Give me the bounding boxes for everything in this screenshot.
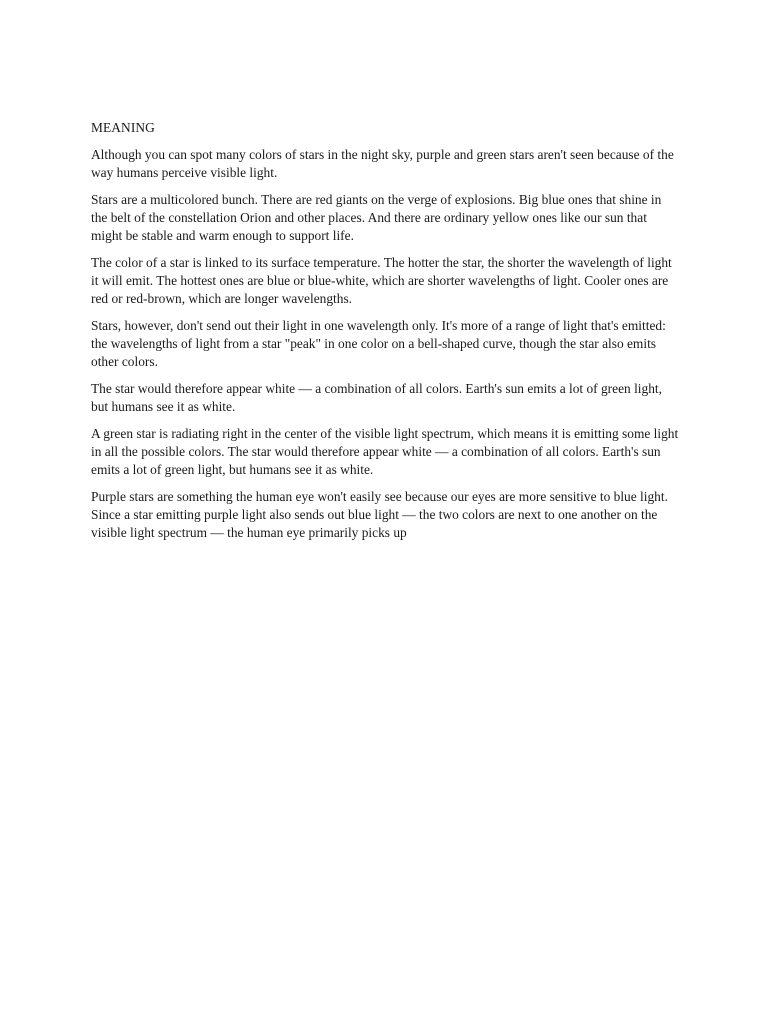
paragraph-purple-star: Purple stars are something the human eye won't easily see because our eyes are more sensitive to blue light. Since a star emitting purple light also sends out blue light — the two colors are next to one another on the visible light spectrum — the human eye primarily picks up [91,489,668,540]
paragraph-star-types: Stars are a multicolored bunch. There are red giants on the verge of explosions. Big blue ones that shine in the belt of the constellation Orion and other places. And there are ordinary yellow ones like our sun that might be stable and warm enough to support life. [91,192,662,243]
paragraph-intro: Although you can spot many colors of stars in the night sky, purple and green stars aren't seen because of the way humans perceive visible light. [91,147,674,180]
paragraph-white-appearance: The star would therefore appear white — a combination of all colors. Earth's sun emits a lot of green light, but humans see it as white. [91,381,662,414]
document-heading: MEANING [91,120,155,135]
paragraph-temperature: The color of a star is linked to its surface temperature. The hotter the star, the shorter the wavelength of light it will emit. The hottest ones are blue or blue-white, which are shorter wavelengths of light. Cooler ones are red or red-brown, which are longer wavelengths. [91,255,672,306]
document-page [91,119,681,551]
paragraph-green-star: A green star is radiating right in the center of the visible light spectrum, which means it is emitting some light in all the possible colors. The star would therefore appear white — a combination of all colors. Earth's sun emits a lot of green light, but humans see it as white. [91,426,679,477]
paragraph-wavelength-range: Stars, however, don't send out their light in one wavelength only. It's more of a range of light that's emitted: the wavelengths of light from a star "peak" in one color on a bell-shaped curve, though the star also emits other colors. [91,318,666,369]
